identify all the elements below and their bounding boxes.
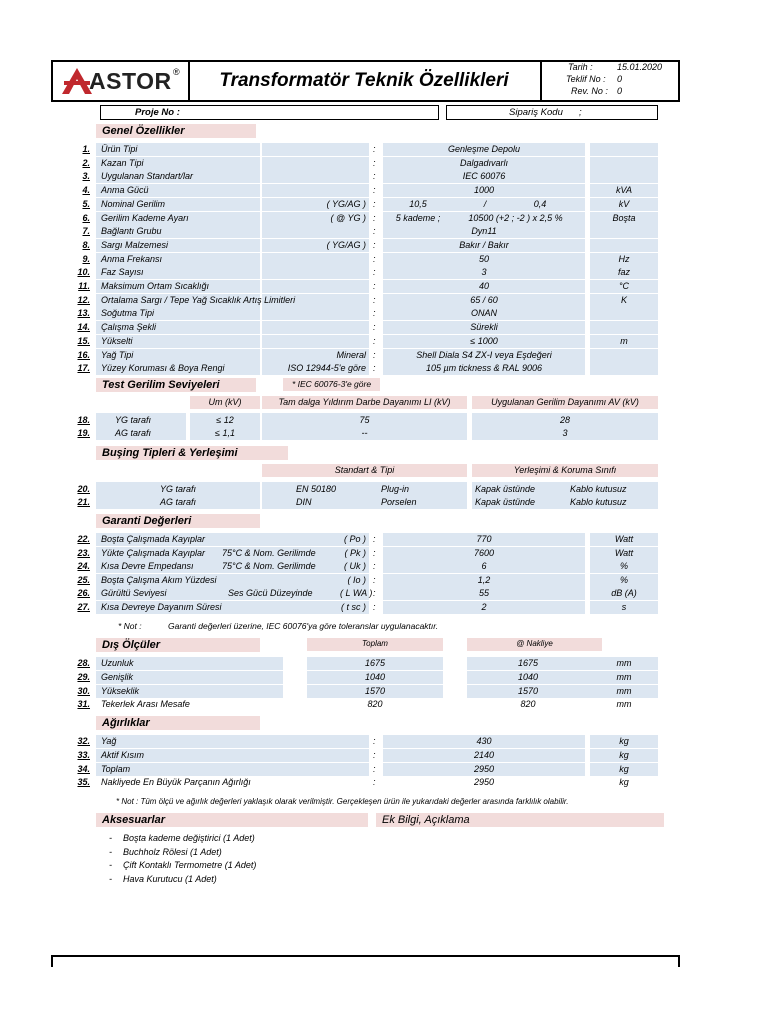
tarih-label: Tarih : bbox=[568, 62, 593, 72]
colon-sep: : bbox=[373, 281, 376, 291]
busing-row-label: AG tarafı bbox=[159, 497, 196, 507]
garanti-row-value: 7600 bbox=[473, 547, 495, 558]
genel-row-value: Dyn11 bbox=[471, 226, 497, 237]
garanti-row-unit: Watt bbox=[614, 547, 634, 558]
garanti-row-label: Kısa Devreye Dayanım Süresi bbox=[101, 602, 222, 612]
garanti-note-star: * Not : bbox=[118, 621, 142, 631]
dis-row-toplam: 1570 bbox=[364, 685, 386, 696]
colon-sep: : bbox=[373, 308, 376, 319]
genel-row-label: Gerilim Kademe Ayarı bbox=[101, 212, 189, 223]
garanti-row-unit: dB (A) bbox=[611, 588, 637, 599]
colon-sep: : bbox=[373, 736, 376, 746]
teklif-label: Teklif No : bbox=[566, 74, 606, 84]
garanti-row-symbol: ( Io ) bbox=[347, 574, 366, 585]
busing-row-type: Porselen bbox=[381, 497, 417, 507]
garanti-row-label: Boşta Çalışmada Kayıplar bbox=[101, 534, 206, 544]
genel-row-label: Nominal Gerilim bbox=[101, 198, 166, 209]
genel-row-qualifier: ISO 12944-5'e göre bbox=[287, 363, 366, 374]
genel-row-value: 105 µm tickness & RAL 9006 bbox=[425, 363, 543, 374]
genel-row-label: Maksimum Ortam Sıcaklığı bbox=[101, 281, 210, 291]
busing-header-std bbox=[262, 464, 467, 477]
test-h-um: Um (kV) bbox=[208, 397, 242, 407]
test-row-li: 75 bbox=[359, 415, 370, 425]
garanti-row-unit: s bbox=[621, 602, 627, 612]
footer-box bbox=[51, 955, 680, 967]
row-number: 26. bbox=[77, 588, 90, 599]
genel-row-unit: m bbox=[620, 335, 628, 346]
busing-row-type: Plug-in bbox=[381, 484, 410, 494]
proje-no-field[interactable] bbox=[100, 105, 439, 120]
garanti-note: Garanti değerleri üzerine, IEC 60076'ya göre toleranslar uygulanacaktır. bbox=[168, 621, 439, 631]
genel-row-value: 40 bbox=[478, 281, 489, 291]
genel-row-qualifier: ( YG/AG ) bbox=[326, 239, 366, 250]
section-aksesuar: Aksesuarlar bbox=[96, 813, 368, 827]
genel-unit-bg bbox=[590, 362, 658, 375]
dis-row-label: Uzunluk bbox=[101, 658, 134, 668]
dis-h-nakliye: @ Nakliye bbox=[516, 639, 553, 648]
colon-sep: : bbox=[373, 547, 376, 558]
genel-row-label: Yüzey Koruması & Boya Rengi bbox=[101, 363, 225, 374]
garanti-row-value: 1,2 bbox=[477, 574, 491, 585]
test-note-cell bbox=[283, 378, 380, 391]
genel-row-label: Sargı Malzemesi bbox=[101, 239, 169, 250]
busing-header-pos bbox=[472, 464, 658, 477]
section-agirlik: Ağırlıklar bbox=[96, 716, 260, 730]
colon-sep: : bbox=[373, 267, 376, 278]
section-dis: Dış Ölçüler bbox=[96, 638, 260, 652]
genel-qual-bg bbox=[262, 253, 369, 266]
aksesuar-item: Hava Kurutucu (1 Adet) bbox=[123, 874, 217, 885]
garanti-row-condition: Ses Gücü Düzeyinde bbox=[228, 588, 313, 599]
row-number: 6. bbox=[82, 212, 90, 223]
genel-row-label: Faz Sayısı bbox=[101, 267, 144, 278]
busing-row-pos: Kapak üstünde bbox=[475, 497, 536, 507]
agirlik-row-unit: kg bbox=[619, 777, 629, 788]
dis-row-unit: mm bbox=[616, 699, 632, 710]
agirlik-row-label: Nakliyede En Büyük Parçanın Ağırlığı bbox=[101, 777, 251, 788]
busing-row-pos: Kapak üstünde bbox=[475, 484, 536, 494]
genel-row-value: Sürekli bbox=[470, 322, 498, 333]
genel-row-value-3: 0,4 bbox=[533, 198, 547, 209]
colon-sep: : bbox=[373, 144, 376, 154]
garanti-row-label: Boşta Çalışma Akım Yüzdesi bbox=[101, 574, 217, 585]
row-number: 17. bbox=[77, 363, 90, 374]
row-number: 19. bbox=[77, 428, 90, 438]
genel-unit-bg bbox=[590, 349, 658, 362]
test-row-li: -- bbox=[361, 428, 368, 438]
row-number: 15. bbox=[77, 335, 90, 346]
header-box bbox=[51, 60, 680, 102]
garanti-row-label: Yükte Çalışmada Kayıplar bbox=[101, 547, 206, 558]
row-number: 24. bbox=[77, 561, 90, 572]
colon-sep: : bbox=[373, 212, 376, 223]
genel-row-value: ≤ 1000 bbox=[470, 335, 498, 346]
genel-row-label: Anma Frekansı bbox=[101, 253, 163, 264]
row-number: 22. bbox=[77, 534, 90, 544]
test-row-um: ≤ 1,1 bbox=[215, 428, 235, 438]
garanti-row-label: Gürültü Seviyesi bbox=[101, 588, 167, 599]
genel-row-value: Shell Diala S4 ZX-I veya Eşdeğeri bbox=[416, 349, 552, 360]
section-genel: Genel Özellikler bbox=[96, 124, 256, 138]
test-row-av: 3 bbox=[562, 428, 568, 438]
row-number: 11. bbox=[78, 281, 90, 291]
garanti-row-unit: Watt bbox=[614, 534, 634, 544]
agirlik-row-unit: kg bbox=[619, 736, 629, 746]
test-header-um bbox=[190, 396, 260, 409]
genel-row-value: Genleşme Depolu bbox=[447, 144, 521, 154]
genel-qual-bg bbox=[262, 266, 369, 279]
row-number: 32. bbox=[77, 736, 90, 746]
busing-row-std: DIN bbox=[296, 497, 312, 507]
genel-row-label: Bağlantı Grubu bbox=[101, 226, 162, 237]
agirlik-note: * Not : Tüm ölçü ve ağırlık değerleri yaklaşık olarak verilmiştir. Gerçekleşen ürün ile yukarıdaki değerler arasında farklılık olabilir. bbox=[116, 797, 569, 806]
row-number: 18. bbox=[77, 415, 90, 425]
genel-row-value-2: 10500 (+2 ; -2 ) x 2,5 % bbox=[468, 212, 563, 223]
genel-row-unit: kVA bbox=[615, 185, 632, 196]
colon-sep: : bbox=[373, 588, 376, 599]
genel-row-value: 50 bbox=[478, 253, 489, 264]
agirlik-label-bg bbox=[96, 735, 369, 748]
row-number: 20. bbox=[77, 484, 90, 494]
row-number: 33. bbox=[77, 749, 90, 760]
garanti-row-condition: 75°C & Nom. Gerilimde bbox=[222, 561, 316, 572]
garanti-row-value: 6 bbox=[481, 561, 487, 572]
agirlik-row-value: 2950 bbox=[473, 763, 495, 774]
row-number: 7. bbox=[82, 226, 90, 237]
genel-unit-bg bbox=[590, 157, 658, 170]
busing-row-prot: Kablo kutusuz bbox=[570, 497, 627, 507]
test-h-av: Uygulanan Gerilim Dayanımı AV (kV) bbox=[491, 397, 639, 407]
colon-sep: : bbox=[373, 198, 376, 209]
genel-row-value-1: 10,5 bbox=[409, 198, 427, 209]
garanti-row-unit: % bbox=[619, 561, 628, 572]
row-number: 28. bbox=[77, 658, 90, 668]
dis-row-unit: mm bbox=[616, 685, 632, 696]
garanti-row-value: 55 bbox=[478, 588, 489, 599]
agirlik-row-value: 2140 bbox=[473, 749, 495, 760]
genel-row-value: Bakır / Bakır bbox=[459, 239, 509, 250]
agirlik-row-value: 430 bbox=[476, 736, 492, 746]
genel-row-label: Ürün Tipi bbox=[101, 144, 138, 154]
genel-row-value: 65 / 60 bbox=[470, 294, 498, 305]
busing-row-label: YG tarafı bbox=[159, 484, 196, 494]
genel-qual-bg bbox=[262, 184, 369, 197]
test-row-um: ≤ 12 bbox=[216, 415, 234, 425]
busing-row-std: EN 50180 bbox=[296, 484, 337, 494]
colon-sep: : bbox=[373, 749, 376, 760]
row-number: 31. bbox=[77, 699, 90, 710]
genel-row-label: Çalışma Şekli bbox=[101, 322, 157, 333]
genel-row-qualifier: ( @ YG ) bbox=[330, 212, 366, 223]
section-ekbilgi: Ek Bilgi, Açıklama bbox=[376, 813, 664, 827]
genel-row-value: Dalgadıvarlı bbox=[459, 157, 509, 168]
row-number: 21. bbox=[77, 497, 90, 507]
aksesuar-item: Buchholz Rölesi (1 Adet) bbox=[123, 846, 222, 857]
dis-row-nakliye: 1570 bbox=[517, 685, 539, 696]
colon-sep: : bbox=[373, 602, 376, 612]
garanti-row-unit: % bbox=[619, 574, 628, 585]
dis-row-label: Genişlik bbox=[101, 671, 134, 682]
section-busing: Buşing Tipleri & Yerleşimi bbox=[96, 446, 288, 460]
genel-unit-bg bbox=[590, 307, 658, 320]
genel-row-qualifier: Mineral bbox=[336, 349, 366, 360]
genel-qual-bg bbox=[262, 280, 369, 293]
genel-row-label: Anma Gücü bbox=[101, 185, 149, 196]
test-row-label: AG tarafı bbox=[114, 428, 151, 438]
dis-row-toplam: 820 bbox=[367, 699, 383, 710]
dis-row-label: Tekerlek Arası Mesafe bbox=[101, 699, 190, 710]
genel-qual-bg bbox=[262, 170, 369, 183]
rev-value: 0 bbox=[617, 86, 623, 96]
genel-row-value: 1000 bbox=[473, 185, 495, 196]
tarih-value: 15.01.2020 bbox=[617, 62, 663, 72]
garanti-row-symbol: ( L WA ) bbox=[340, 588, 373, 599]
garanti-row-symbol: ( Pk ) bbox=[344, 547, 366, 558]
row-number: 9. bbox=[82, 253, 90, 264]
teklif-value: 0 bbox=[617, 74, 623, 84]
genel-row-label: Ortalama Sargı / Tepe Yağ Sıcaklık Artış Limitleri bbox=[101, 294, 296, 305]
busing-h-std: Standart & Tipi bbox=[334, 465, 395, 475]
colon-sep: : bbox=[373, 763, 376, 774]
test-header-av bbox=[472, 396, 658, 409]
proje-no-label: Proje No : bbox=[135, 107, 180, 118]
genel-qual-bg bbox=[262, 225, 369, 238]
row-number: 30. bbox=[77, 685, 90, 696]
busing-std-bg bbox=[262, 482, 467, 509]
garanti-row-value: 2 bbox=[481, 602, 487, 612]
garanti-row-condition: 75°C & Nom. Gerilimde bbox=[222, 547, 316, 558]
genel-row-unit: Boşta bbox=[612, 212, 636, 223]
genel-row-unit: Hz bbox=[618, 253, 630, 264]
logo-text: ASTOR bbox=[89, 68, 172, 94]
siparis-kodu-field[interactable] bbox=[446, 105, 658, 120]
page-title: Transformatör Teknik Özellikleri bbox=[188, 62, 542, 100]
colon-sep: : bbox=[373, 534, 376, 544]
agirlik-label-bg bbox=[96, 763, 369, 776]
aksesuar-dash: - bbox=[109, 874, 112, 885]
row-number: 14. bbox=[77, 322, 90, 333]
genel-row-label: Kazan Tipi bbox=[101, 157, 144, 168]
busing-row-prot: Kablo kutusuz bbox=[570, 484, 627, 494]
aksesuar-dash: - bbox=[109, 846, 112, 857]
colon-sep: : bbox=[373, 561, 376, 572]
aksesuar-item: Boşta kademe değiştirici (1 Adet) bbox=[123, 833, 255, 843]
rev-label: Rev. No : bbox=[571, 86, 608, 96]
row-number: 13. bbox=[77, 308, 90, 319]
agirlik-row-value: 2950 bbox=[473, 777, 495, 788]
busing-h-pos: Yerleşimi & Koruma Sınıfı bbox=[513, 465, 617, 475]
row-number: 4. bbox=[82, 185, 90, 196]
colon-sep: : bbox=[373, 171, 376, 182]
section-test: Test Gerilim Seviyeleri bbox=[96, 378, 256, 392]
agirlik-row-label: Yağ bbox=[101, 736, 117, 746]
colon-sep: : bbox=[373, 157, 376, 168]
row-number: 23. bbox=[77, 547, 90, 558]
row-number: 3. bbox=[82, 171, 90, 182]
row-number: 10. bbox=[77, 267, 90, 278]
test-row-label: YG tarafı bbox=[114, 415, 151, 425]
row-number: 16. bbox=[77, 349, 90, 360]
siparis-kodu-sep: ; bbox=[579, 107, 582, 118]
genel-unit-bg bbox=[590, 321, 658, 334]
genel-row-label: Soğutma Tipi bbox=[101, 308, 154, 319]
logo bbox=[53, 62, 190, 100]
genel-row-value: 3 bbox=[481, 267, 487, 278]
genel-qual-bg bbox=[262, 307, 369, 320]
registered-mark: ® bbox=[173, 67, 180, 77]
dis-row-nakliye: 1675 bbox=[517, 658, 539, 668]
dis-row-toplam: 1040 bbox=[364, 671, 386, 682]
genel-row-unit: °C bbox=[618, 281, 630, 291]
genel-qual-bg bbox=[262, 157, 369, 170]
colon-sep: : bbox=[373, 239, 376, 250]
garanti-row-value: 770 bbox=[476, 534, 492, 544]
aksesuar-item: Çift Kontaklı Termometre (1 Adet) bbox=[123, 860, 257, 871]
agirlik-row-label: Toplam bbox=[101, 763, 131, 774]
garanti-row-symbol: ( Po ) bbox=[343, 534, 366, 544]
genel-row-unit: K bbox=[620, 294, 627, 305]
genel-row-value-2: / bbox=[483, 198, 487, 209]
section-garanti: Garanti Değerleri bbox=[96, 514, 260, 528]
genel-unit-bg bbox=[590, 225, 658, 238]
row-number: 12. bbox=[77, 294, 90, 305]
row-number: 8. bbox=[82, 239, 90, 250]
genel-unit-bg bbox=[590, 239, 658, 252]
dis-row-unit: mm bbox=[616, 658, 632, 668]
garanti-row-symbol: ( t sc ) bbox=[341, 602, 366, 612]
genel-row-label: Uygulanan Standart/lar bbox=[101, 171, 194, 182]
genel-row-unit: faz bbox=[617, 267, 630, 278]
garanti-row-symbol: ( Uk ) bbox=[344, 561, 366, 572]
genel-qual-bg bbox=[262, 143, 369, 156]
genel-row-value: ONAN bbox=[470, 308, 497, 319]
dis-header-toplam bbox=[307, 638, 443, 651]
genel-row-label: Yükselti bbox=[101, 335, 133, 346]
dis-h-toplam: Toplam bbox=[362, 639, 388, 648]
test-header-li bbox=[262, 396, 467, 409]
genel-row-qualifier: ( YG/AG ) bbox=[326, 198, 366, 209]
genel-row-value-1: 5 kademe ; bbox=[395, 212, 441, 223]
genel-row-unit: kV bbox=[618, 198, 630, 209]
garanti-row-label: Kısa Devre Empedansı bbox=[101, 561, 194, 572]
dis-header-nakliye bbox=[467, 638, 602, 651]
dis-row-label: Yükseklik bbox=[101, 685, 140, 696]
colon-sep: : bbox=[373, 574, 376, 585]
row-number: 34. bbox=[77, 763, 90, 774]
genel-unit-bg bbox=[590, 170, 658, 183]
colon-sep: : bbox=[373, 335, 376, 346]
row-number: 29. bbox=[77, 671, 90, 682]
genel-qual-bg bbox=[262, 335, 369, 348]
colon-sep: : bbox=[373, 185, 376, 196]
row-number: 5. bbox=[82, 198, 90, 209]
dis-row-unit: mm bbox=[616, 671, 632, 682]
colon-sep: : bbox=[373, 226, 376, 237]
colon-sep: : bbox=[373, 322, 376, 333]
row-number: 1. bbox=[82, 144, 90, 154]
colon-sep: : bbox=[373, 363, 376, 374]
row-number: 35. bbox=[77, 777, 90, 788]
agirlik-row-unit: kg bbox=[619, 763, 629, 774]
genel-qual-bg bbox=[262, 321, 369, 334]
row-number: 2. bbox=[82, 157, 90, 168]
siparis-kodu-label: Sipariş Kodu bbox=[509, 107, 563, 118]
colon-sep: : bbox=[373, 294, 376, 305]
aksesuar-dash: - bbox=[109, 860, 112, 871]
test-row-av: 28 bbox=[559, 415, 570, 425]
dis-row-toplam: 1675 bbox=[364, 658, 386, 668]
colon-sep: : bbox=[373, 253, 376, 264]
dis-row-nakliye: 1040 bbox=[517, 671, 539, 682]
agirlik-row-unit: kg bbox=[619, 749, 629, 760]
test-note: * IEC 60076-3'e göre bbox=[291, 379, 372, 389]
aksesuar-dash: - bbox=[109, 833, 112, 843]
row-number: 25. bbox=[77, 574, 90, 585]
dis-row-nakliye: 820 bbox=[520, 699, 536, 710]
agirlik-row-label: Aktif Kısım bbox=[101, 749, 145, 760]
row-number: 27. bbox=[77, 602, 90, 612]
colon-sep: : bbox=[373, 349, 376, 360]
genel-row-label: Yağ Tipi bbox=[101, 349, 134, 360]
genel-row-value: IEC 60076 bbox=[462, 171, 506, 182]
test-h-li: Tam dalga Yıldırım Darbe Dayanımı LI (kV) bbox=[278, 397, 451, 407]
genel-unit-bg bbox=[590, 143, 658, 156]
colon-sep: : bbox=[373, 777, 376, 788]
